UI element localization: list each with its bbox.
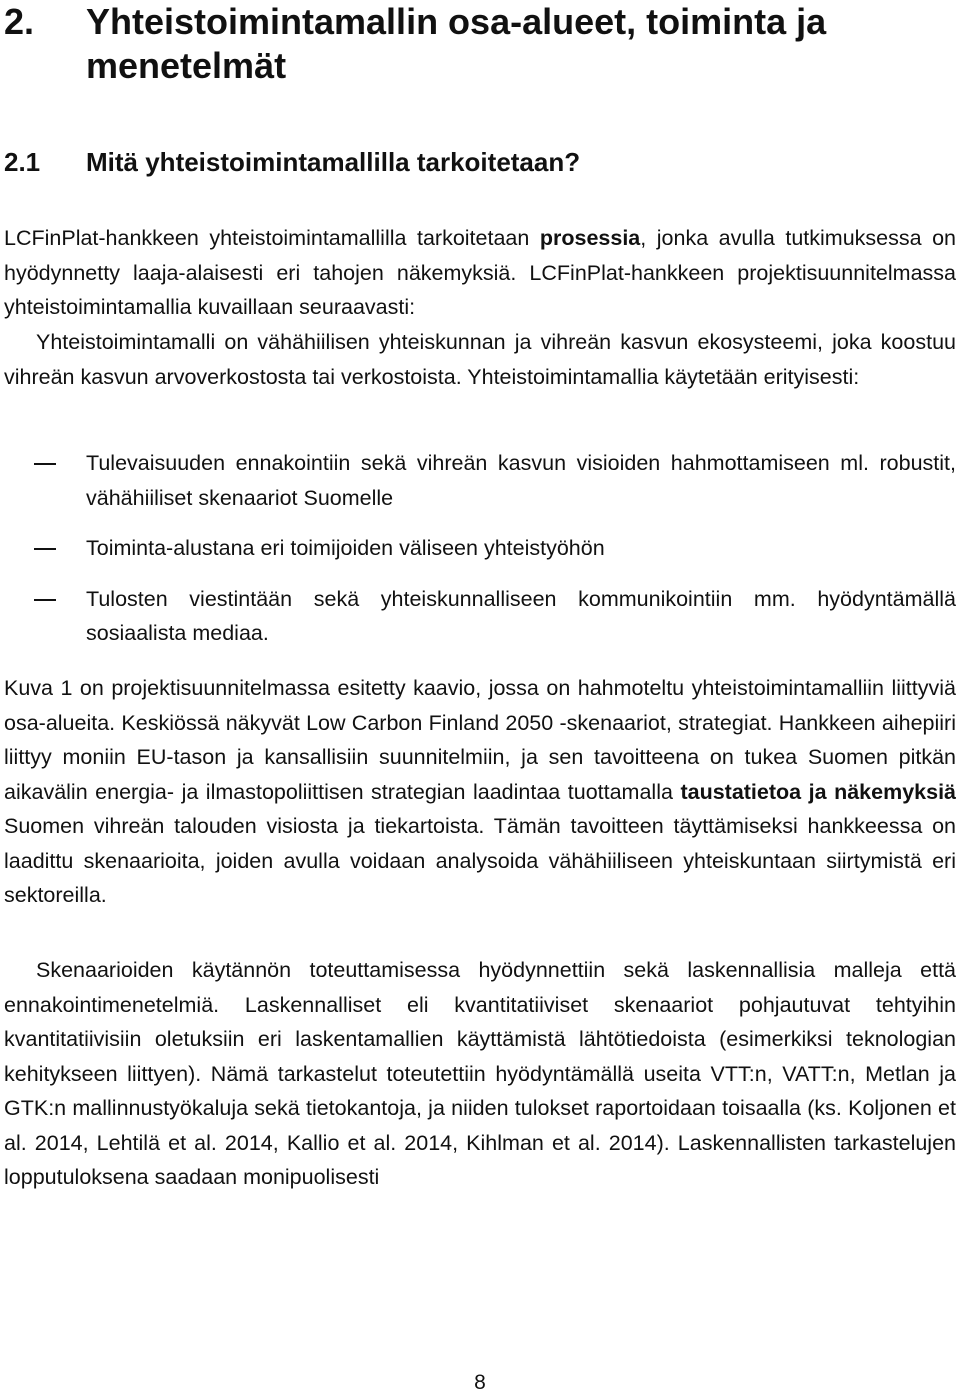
section-heading <box>4 145 580 179</box>
page-number: 8 <box>474 1371 486 1394</box>
figure-text-a: Kuva 1 on projektisuunnitelmassa esitetty kaavio, jossa on hahmoteltu yhteistoimintamalliin liittyviä osa-alueita. Keskiössä näkyvät Low Carbon Finland 2050 -skenaariot, strategiat. Hankkeen aihepiiri liittyy moniin EU-tason ja kansallisiin suunnitelmiin, ja sen tavoitteena on tukea Suomen pitkän aikavälin energia- ja ilmastopoliittisen strategian laadintaa tuottamalla <box>4 676 956 804</box>
list-item: Tulosten viestintään sekä yhteiskunnalliseen kommunikointiin mm. hyödyntämällä sosiaalista mediaa. <box>0 582 956 651</box>
intro-text-a: LCFinPlat-hankkeen yhteistoimintamallilla tarkoitetaan <box>4 226 540 250</box>
paragraph-definition: Yhteistoimintamalli on vähähiilisen yhteiskunnan ja vihreän kasvun ekosysteemi, joka koostuu vihreän kasvun arvoverkostosta tai verkostoista. Yhteistoimintamallia käytetään erityisesti: <box>4 330 956 389</box>
list-item: Toiminta-alustana eri toimijoiden väliseen yhteistyöhön <box>0 531 956 566</box>
paragraph-scenarios: Skenaarioiden käytännön toteuttamisessa hyödynnettiin sekä laskennallisia malleja että ennakointimenetelmiä. Laskennalliset eli kvantitatiiviset skenaariot pohjautuvat tehtyihin kvantitatiivisiin oletuksiin eri laskentamallien käyttämistä lähtötiedoista (esimerkiksi teknologian kehitykseen liittyen). Nämä tarkastelut toteutettiin hyödyntämällä useita VTT:n, VATT:n, Metlan ja GTK:n mallinnustyökaluja sekä tietokantoja, ja niiden tulokset raportoidaan toisaalla (ks. Koljonen et al. 2014, Lehtilä et al. 2014, Kallio et al. 2014, Kihlman et al. 2014). Laskennallisten tarkastelujen lopputuloksena saadaan monipuolisesti <box>4 958 956 1189</box>
intro-bold-term: prosessia <box>539 226 641 250</box>
intro-text-c: , jonka avulla tutkimuksessa on hyödynnetty laaja-alaisesti eri tahojen näkemyksiä. LCFinPlat-hankkeen projektisuunnitelmassa yhteistoimintamallia kuvaillaan seuraavasti: <box>4 226 956 319</box>
section-title: Mitä yhteistoimintamallilla tarkoitetaan? <box>86 147 581 177</box>
paragraph-figure-description <box>4 671 956 913</box>
figure-text-c: Suomen vihreän talouden visiosta ja tiekartoista. Tämän tavoitteen täyttämiseksi hankkeessa on laadittu skenaarioita, joiden avulla voidaan analysoida vähähiiliseen yhteiskuntaan siirtymistä eri sektoreilla. <box>4 814 956 907</box>
chapter-heading <box>4 0 946 88</box>
paragraph-intro <box>4 221 956 325</box>
chapter-title: Yhteistoimintamallin osa-alueet, toiminta ja menetelmät <box>86 1 827 86</box>
figure-bold-term: taustatietoa ja näkemyksiä <box>680 779 956 804</box>
chapter-number: 2. <box>4 1 35 42</box>
list-item: Tulevaisuuden ennakointiin sekä vihreän kasvun visioiden hahmottamiseen ml. robustit, vähähiiliset skenaariot Suomelle <box>0 446 956 515</box>
usage-list <box>0 446 956 651</box>
section-number: 2.1 <box>4 147 41 177</box>
